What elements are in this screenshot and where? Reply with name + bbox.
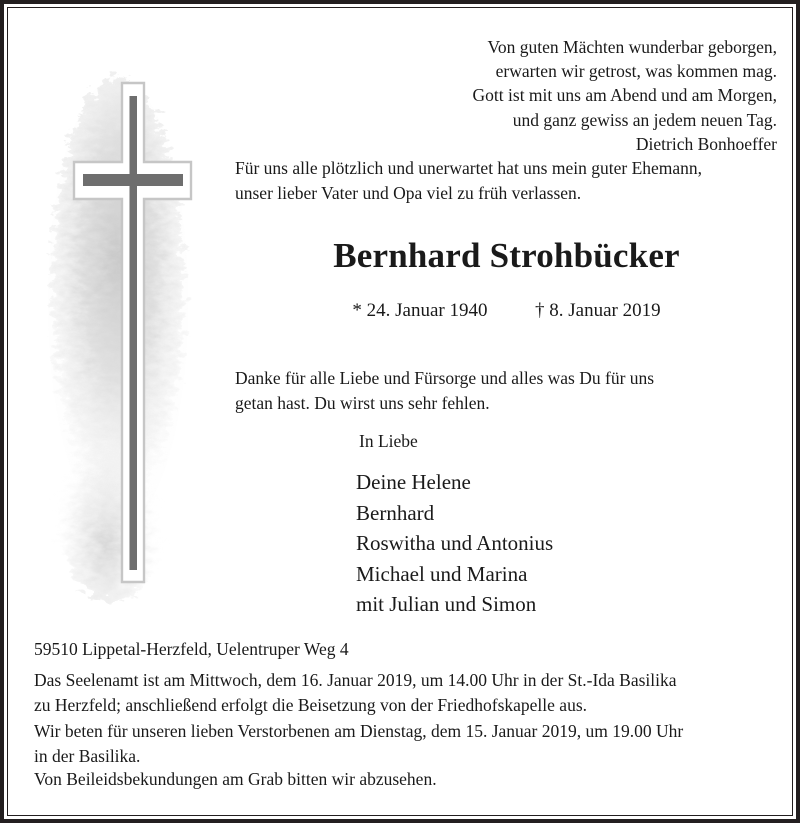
- cross-artwork: [26, 52, 216, 612]
- poem-line-4: und ganz gewiss an jedem neuen Tag.: [512, 109, 777, 130]
- cross-icon: [26, 52, 216, 612]
- list-item: Roswitha und Antonius: [356, 531, 554, 555]
- list-item: Michael und Marina: [356, 561, 528, 586]
- intro-line-1: Für uns alle plötzlich und unerwartet hat uns mein guter Ehemann,: [235, 158, 703, 178]
- poem-attribution: Dietrich Bonhoeffer: [635, 133, 777, 154]
- birth-symbol: *: [352, 300, 362, 321]
- birth-date: 24. Januar 1940: [366, 300, 488, 321]
- condolence-request: Von Beileidsbekundungen am Grab bitten wir abzusehen.: [34, 769, 437, 789]
- poem-line-3: Gott ist mit uns am Abend und am Morgen,: [472, 85, 777, 106]
- life-dates: [235, 300, 778, 322]
- deceased-name: Bernhard Strohbücker: [333, 236, 680, 275]
- prayer-service-info: [34, 719, 777, 768]
- death-date: 8. Januar 2019: [549, 300, 661, 321]
- intro-paragraph: [235, 156, 778, 206]
- prayer-line-1: Wir beten für unseren lieben Verstorbenen am Dienstag, dem 15. Januar 2019, um 19.00 Uhr: [34, 721, 684, 741]
- intro-line-2: unser lieber Vater und Opa viel zu früh verlassen.: [235, 183, 582, 203]
- thanks-line-1: Danke für alle Liebe und Fürsorge und alles was Du für uns: [235, 368, 655, 388]
- memorial-poem: [384, 35, 777, 156]
- notice-content: [4, 4, 796, 819]
- service-line-2: zu Herzfeld; anschließend erfolgt die Beisetzung von der Friedhofskapelle aus.: [34, 694, 588, 715]
- poem-line-1: Von guten Mächten wunderbar geborgen,: [487, 37, 777, 57]
- list-item: Bernhard: [356, 500, 435, 525]
- list-item: mit Julian und Simon: [356, 592, 537, 616]
- death-symbol: †: [535, 300, 545, 321]
- thanks-line-2: getan hast. Du wirst uns sehr fehlen.: [235, 393, 490, 413]
- memorial-service-info: [34, 668, 777, 717]
- thanks-paragraph: [235, 366, 778, 416]
- family-address: 59510 Lippetal-Herzfeld, Uelentruper Weg 4: [34, 639, 349, 659]
- list-item: Deine Helene: [356, 470, 471, 494]
- prayer-line-2: in der Basilika.: [34, 745, 141, 766]
- poem-line-2: erwarten wir getrost, was kommen mag.: [495, 61, 777, 82]
- closing-salutation: In Liebe: [359, 431, 418, 451]
- survivors-list: [356, 467, 776, 620]
- service-line-1: Das Seelenamt ist am Mittwoch, dem 16. Januar 2019, um 14.00 Uhr in der St.-Ida Basilika: [34, 670, 677, 690]
